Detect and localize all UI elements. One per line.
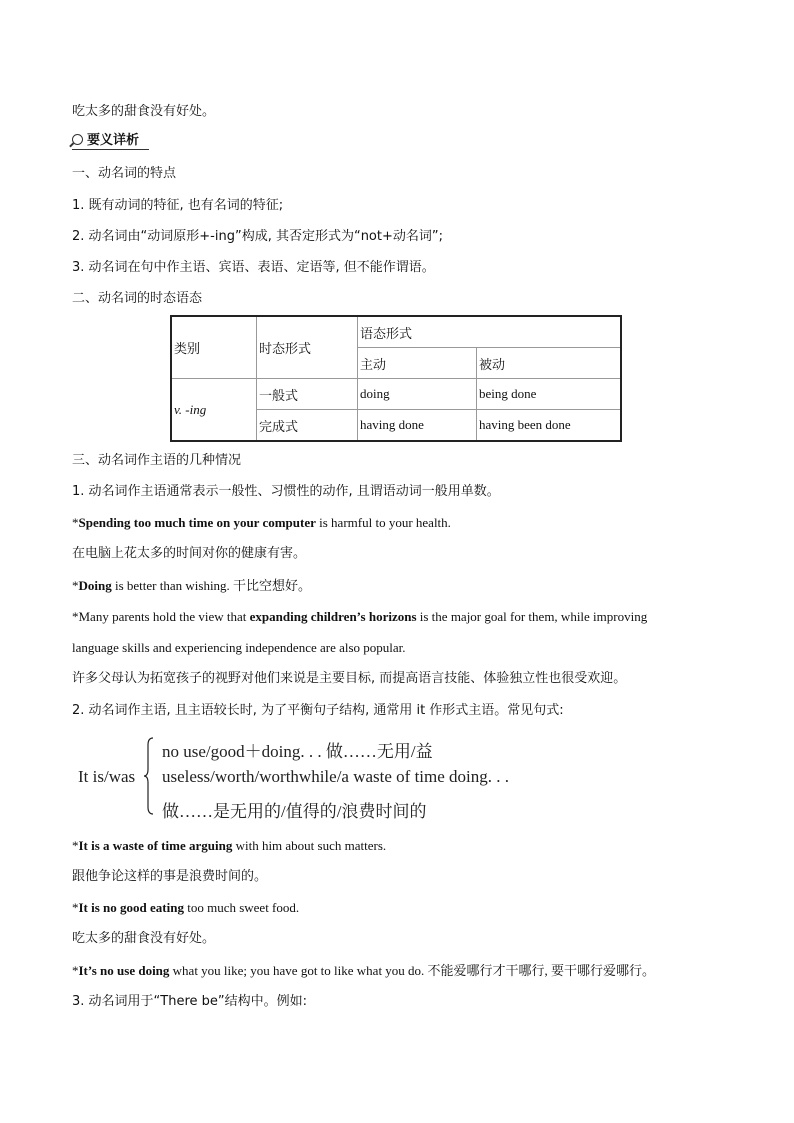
table-header-voice: 语态形式 bbox=[358, 316, 622, 348]
table-cell: having been done bbox=[477, 410, 622, 442]
example-sentence: *It’s no use doing what you like; you have got to like what you do. 不能爱哪行才干哪行, 要干哪行爱哪行。 bbox=[72, 963, 656, 978]
example-translation: 跟他争论这样的事是浪费时间的。 bbox=[72, 869, 268, 884]
heading-gerund-subject: 三、动名词作主语的几种情况 bbox=[72, 453, 242, 468]
example-translation: 许多父母认为拓宽孩子的视野对他们来说是主要目标, 而提高语言技能、体验独立性也很受欢迎。 bbox=[72, 671, 627, 686]
text-line: 2. 动名词作主语, 且主语较长时, 为了平衡句子结构, 通常用 it 作形式主语。常见句式: bbox=[72, 703, 564, 718]
table-cell: 完成式 bbox=[257, 410, 358, 442]
text-line: 2. 动名词由“动词原形+-ing”构成, 其否定形式为“not+动名词”; bbox=[72, 229, 443, 244]
table-cell: being done bbox=[477, 379, 622, 410]
text-line: 3. 动名词用于“There be”结构中。例如: bbox=[72, 994, 308, 1009]
section-label: 要义详析 bbox=[72, 133, 149, 150]
heading-tense-voice: 二、动名词的时态语态 bbox=[72, 291, 203, 306]
text-line: 3. 动名词在句中作主语、宾语、表语、定语等, 但不能作谓语。 bbox=[72, 260, 435, 275]
table-header-category: 类别 bbox=[171, 316, 257, 379]
formula-option: no use/good＋doing. . . 做……无用/益 bbox=[162, 742, 433, 761]
table-header-tense: 时态形式 bbox=[257, 316, 358, 379]
table-row-label: v. -ing bbox=[171, 379, 257, 442]
example-sentence-cont: language skills and experiencing independence are also popular. bbox=[72, 640, 406, 655]
example-sentence: *Spending too much time on your computer is harmful to your health. bbox=[72, 515, 451, 530]
table-cell: 一般式 bbox=[257, 379, 358, 410]
table-cell: having done bbox=[358, 410, 477, 442]
example-sentence: *It is a waste of time arguing with him about such matters. bbox=[72, 838, 387, 853]
example-sentence: *Many parents hold the view that expanding children’s horizons is the major goal for them, while improving bbox=[72, 609, 648, 624]
tense-voice-table bbox=[170, 315, 622, 442]
formula-option: 做……是无用的/值得的/浪费时间的 bbox=[162, 802, 427, 821]
example-sentence: *Doing is better than wishing. 干比空想好。 bbox=[72, 578, 312, 593]
formula-option: useless/worth/worthwhile/a waste of time doing. . . bbox=[162, 767, 510, 786]
brace-icon bbox=[144, 737, 154, 815]
text-line: 1. 动名词作主语通常表示一般性、习惯性的动作, 且谓语动词一般用单数。 bbox=[72, 484, 500, 499]
table-header-active: 主动 bbox=[358, 348, 477, 379]
heading-features: 一、动名词的特点 bbox=[72, 166, 177, 181]
text-line: 吃太多的甜食没有好处。 bbox=[72, 104, 216, 119]
formula-lead: It is/was bbox=[78, 767, 136, 786]
table-header-passive: 被动 bbox=[477, 348, 622, 379]
table-cell: doing bbox=[358, 379, 477, 410]
text-line: 1. 既有动词的特征, 也有名词的特征; bbox=[72, 198, 284, 213]
magnifier-icon bbox=[72, 134, 83, 145]
example-translation: 吃太多的甜食没有好处。 bbox=[72, 931, 216, 946]
example-sentence: *It is no good eating too much sweet food. bbox=[72, 900, 300, 915]
example-translation: 在电脑上花太多的时间对你的健康有害。 bbox=[72, 546, 307, 561]
